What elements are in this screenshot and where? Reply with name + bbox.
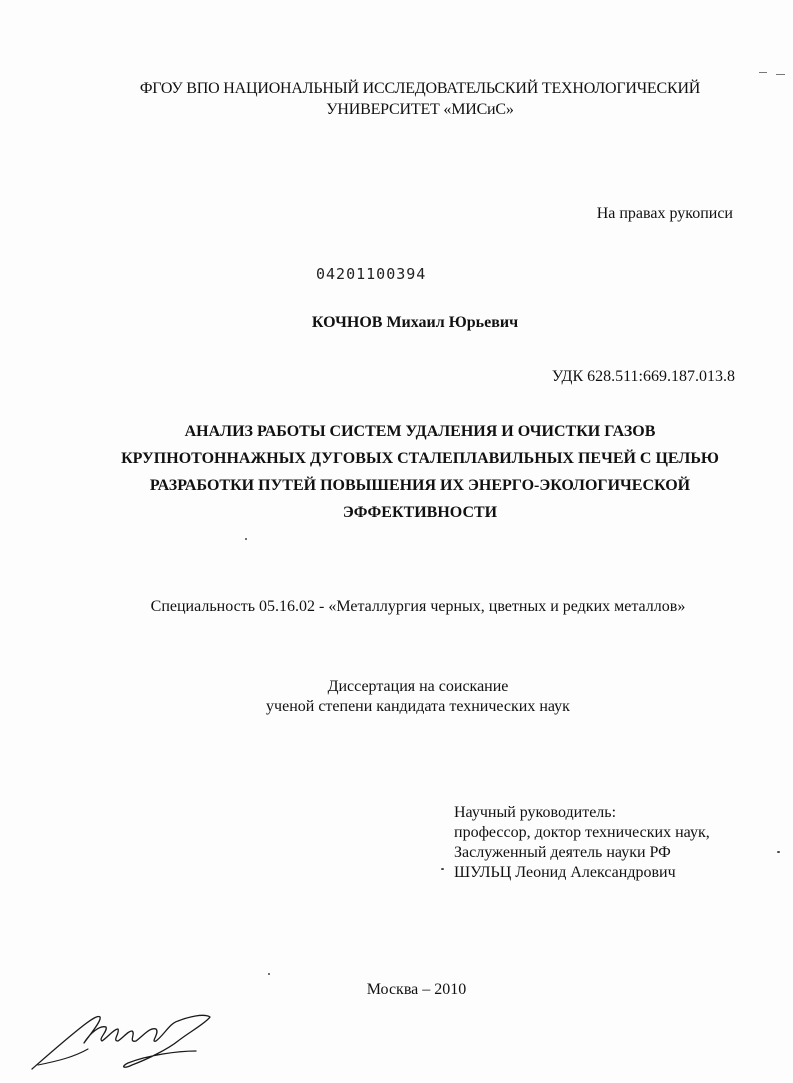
supervisor-line-1: Научный руководитель: [454, 804, 617, 821]
rights-note: На правах рукописи [596, 205, 733, 222]
thesis-degree [0, 677, 793, 717]
supervisor-line-2: профессор, доктор технических наук, [454, 824, 710, 841]
scan-speck [777, 851, 780, 853]
title-line-1: АНАЛИЗ РАБОТЫ СИСТЕМ УДАЛЕНИЯ И ОЧИСТКИ ГАЗОВ [184, 423, 656, 440]
scan-speck [441, 868, 444, 870]
supervisor-line-4: ШУЛЬЦ Леонид Александрович [454, 864, 676, 881]
supervisor-line-3: Заслуженный деятель науки РФ [454, 844, 671, 861]
specialty: Специальность 05.16.02 - «Металлургия черных, цветных и редких металлов» [150, 598, 686, 615]
city-year: Москва – 2010 [366, 981, 467, 998]
supervisor-block [454, 803, 710, 883]
handwritten-signature-icon [28, 1003, 228, 1075]
thesis-line-1: Диссертация на соискание [327, 678, 509, 695]
institution-name [90, 78, 750, 120]
scan-speck [245, 538, 247, 540]
author-name: КОЧНОВ Михаил Юрьевич [311, 314, 519, 331]
title-line-2: КРУПНОТОННАЖНЫХ ДУГОВЫХ СТАЛЕПЛАВИЛЬНЫХ ПЕЧЕЙ С ЦЕЛЬЮ [121, 450, 719, 467]
institution-line-2: УНИВЕРСИТЕТ «МИСиС» [326, 101, 514, 118]
thesis-line-2: ученой степени кандидата технических наук [266, 698, 570, 715]
scan-speck [759, 72, 767, 73]
signature-stroke [32, 1015, 210, 1069]
udk-code: УДК 628.511:669.187.013.8 [551, 368, 735, 385]
scan-speck [776, 74, 785, 75]
catalog-stamp: 04201100394 [316, 265, 427, 283]
title-line-4: ЭФФЕКТИВНОСТИ [342, 504, 498, 521]
title-line-3: РАЗРАБОТКИ ПУТЕЙ ПОВЫШЕНИЯ ИХ ЭНЕРГО-ЭКОЛОГИЧЕСКОЙ [149, 477, 691, 494]
dissertation-title [100, 418, 740, 526]
institution-line-1: ФГОУ ВПО НАЦИОНАЛЬНЫЙ ИССЛЕДОВАТЕЛЬСКИЙ ТЕХНОЛОГИЧЕСКИЙ [139, 80, 701, 97]
scan-speck [268, 973, 270, 975]
